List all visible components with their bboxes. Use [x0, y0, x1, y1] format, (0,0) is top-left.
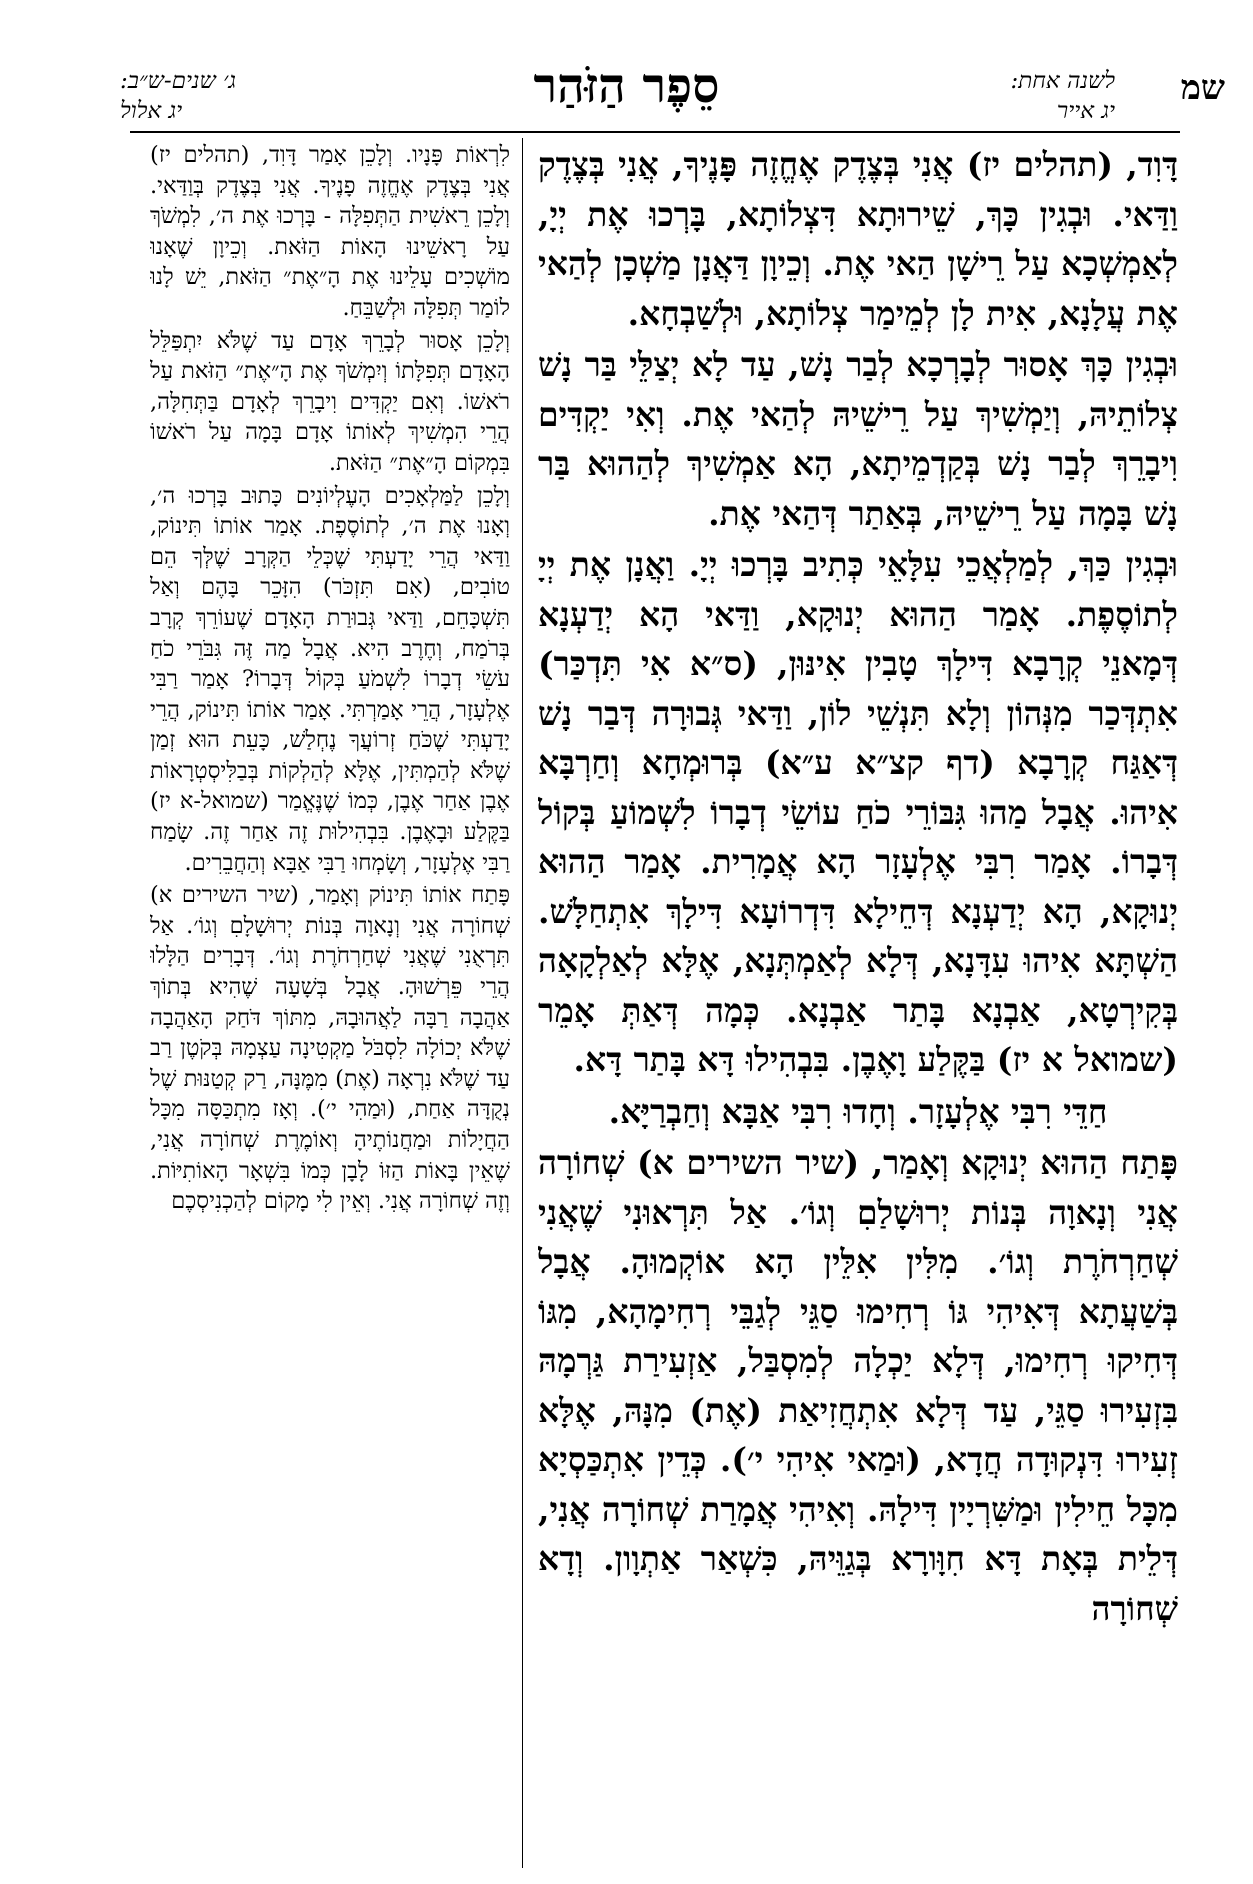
main-paragraph-2: וּבְגִין כָּךְ אָסוּר לְבָרְכָא לְבַר נָשׁ, עַד לָא יְצַלֵּי בַּר נָשׁ צְלוֹתֵיהּ, וְיַמְשִׁיךְ עַל רֵישֵׁיהּ לְהַאי אֶת. וְאִי יַקְדִּים וִיבָרֵךְ לְבַר נָשׁ בְּקַדְמֵיתָא, הָא אַמְשִׁיךְ לְהַהוּא בַּר נָשׁ בָּמָה עַל רֵישֵׁיהּ, בְּאַתַר דְּהַאי אֶת. — [538, 345, 1178, 533]
page-title: סֵפֶר הַזֹּהַר — [533, 58, 720, 114]
three-year-schedule — [120, 66, 300, 126]
side-paragraph-4: פָּתַח אוֹתוֹ תִּינוֹק וְאָמַר, (שיר השירים א) שְׁחוֹרָה אֲנִי וְנָאוָה בְּנוֹת יְרוּשָׁלָםִ וְגוֹ׳. אַל תִּרְאֻנִי שֶׁאֲנִי שְׁחַרְחֹרֶת וְגוֹ׳. דְּבָרִים הַלָּלוּ הֲרֵי פֵּרְשׁוּהָ. אֲבָל בְּשָׁעָה שֶׁהִיא בְּתוֹךְ אַהֲבָה רַבָּה לַאֲהוּבָהּ, מִתּוֹךְ דֹּחַק הָאַהֲבָה שֶׁלֹּא יְכוֹלָה לִסְבֹּל מַקְטִינָה עַצְמָהּ בְּקֹטֶן רַב עַד שֶׁלֹּא נִרְאָה (אֶת) מִמֶּנָּה, רַק קְטַנּוּת שֶׁל נְקֻדָּה אַחַת, (וּמַהִי י׳). וְאָז מִתְכַּסָּה מִכָּל הַחֲיָלוֹת וּמַחֲנוֹתֶיהָ וְאוֹמֶרֶת שְׁחוֹרָה אֲנִי, שֶׁאֵין בָּאוֹת הַזּוֹ לָבָן כְּמוֹ בִּשְׁאָר הָאוֹתִיּוֹת. וְזֶה שְׁחוֹרָה אֲנִי. וְאֵין לִי מָקוֹם לְהַכְנִיסְכֶם — [150, 882, 510, 1215]
main-paragraph-1: דָּוִד, (תהלים יז) אֲנִי בְּצֶדֶק אֶחֱזֶה פָּנֶיךָ, אֲנִי בְּצֶדֶק וַדַּאי. וּבְגִין כָּךְ, שֵׁירוּתָא דִּצְלוֹתָא, בָּרְכוּ אֶת יְיָ, לְאַמְשְׁכָא עַל רֵישָׁן הַאי אֶת. וְכֵיוָן דַּאֲנָן מַשְׁכָן לְהַאי אֶת עֲלָנָא, אִית לָן לְמֵימַר צְלוֹתָא, וּלְשַׁבְחָא. — [538, 145, 1178, 333]
three-year-date: יג אלול — [120, 98, 183, 124]
one-year-date: יג אייר — [1056, 98, 1115, 124]
main-paragraph-4: חַדֵּי רִבִּי אֶלְעָזָר. וְחָדוּ רִבִּי אַבָּא וְחַבְרַיָּא. — [608, 1091, 1108, 1131]
main-paragraph-5: פָּתַח הַהוּא יְנוּקָא וְאָמַר, (שיר השירים א) שְׁחוֹרָה אֲנִי וְנָאוָה בְּנוֹת יְרוּשָׁלַםִ וְגוֹ׳. אַל תִּרְאוּנִי שֶׁאֲנִי שְׁחַרְחֹרֶת וְגוֹ׳. מִלִּין אִלֵּין הָא אוֹקְמוּהָ. אֲבָל בְּשַׁעֲתָא דְּאִיהִי גּוֹ רְחִימוּ סַגֵּי לְגַבֵּי רְחִימָהָא, מִגּוֹ דְּחִיקוּ רְחִימוּ, דְּלָא יַכְלָה לְמִסְבַּל, אַזְעִירַת גַּרְמָהּ בִּזְעִירוּ סַגֵּי, עַד דְּלָא אִתְחֲזִיאַת (אֶת) מִנָּהּ, אֶלָּא זְעִירוּ דִּנְקוּדָה חֲדָא, (וּמַאי אִיהִי י׳). כְּדֵין אִתְכַּסְיָא מִכָּל חֵילִין וּמַשִּׁרְיָין דִּילָהּ. וְאִיהִי אֲמָרַת שְׁחוֹרָה אֲנִי, דְּלֵית בְּאָת דָּא חִוָּורָא בְּגַוֵּיהּ, כִּשְׁאַר אַתְוָון. וְדָא שְׁחוֹרָה — [538, 1143, 1178, 1628]
aramaic-main-text — [538, 140, 1178, 1870]
header-divider — [130, 131, 1180, 133]
one-year-label: לשנה אחת: — [1010, 68, 1115, 94]
three-year-label: ג׳ שנים-ש״ב: — [120, 68, 236, 94]
side-paragraph-3: וְלָכֵן לַמַּלְאָכִים הָעֶלְיוֹנִים כָּתוּב בָּרְכוּ ה׳, וְאָנוּ אֶת ה׳, לְתוֹסֶפֶת. אָמַר אוֹתוֹ תִּינוֹק, וַדַּאי הֲרֵי יָדַעְתִּי שֶׁכְּלֵי הַקְּרָב שֶׁלְּךָ הֵם טוֹבִים, (אִם תִּזְכֹּר) הִזָּכֵר בָּהֶם וְאַל תִּשְׁכָּחֵם, וַדַּאי גְּבוּרַת הָאָדָם שֶׁעוֹרֵךְ קְרָב בְּרֹמַח, וְחֶרֶב הִיא. אֲבָל מַה זֶּה גִּבֹּרֵי כֹחַ עֹשֵׂי דְבָרוֹ לִשְׁמֹעַ בְּקוֹל דְּבָרוֹ? אָמַר רַבִּי אֶלְעָזָר, הֲרֵי אָמַרְתִּי. אָמַר אוֹתוֹ תִּינוֹק, הֲרֵי יָדַעְתִּי שֶׁכֹּחַ זְרוֹעֲךָ נֶחְלַשׁ, כָּעֵת הוּא זְמַן שֶׁלֹּא לְהַמְתִּין, אֶלָּא לְהַלְקוֹת בְּבַלִּיסְטְרָאוֹת אֶבֶן אַחַר אֶבֶן, כְּמוֹ שֶׁנֶּאֱמַר (שמואל-א יז) בַּקֶּלַע וּבָאֶבֶן. בִּבְהִילוּת זֶה אַחַר זֶה. שָׂמַח רַבִּי אֶלְעָזָר, וְשָׂמְחוּ רַבִּי אַבָּא וְהַחֲבֵרִים. — [150, 482, 510, 876]
side-paragraph-2: וְלָכֵן אָסוּר לְבָרֵךְ אָדָם עַד שֶׁלֹּא יִתְפַּלֵּל הָאָדָם תְּפִלָּתוֹ וְיִמְשֹׁךְ אֶת הָ״אֶת״ הַזֹּאת עַל רֹאשׁוֹ. וְאִם יַקְדִּים וִיבָרֵךְ לְאָדָם בַּתְּחִלָּה, הֲרֵי הִמְשִׁיךְ לְאוֹתוֹ אָדָם בָּמָה עַל רֹאשׁוֹ בִּמְקוֹם הָ״אֶת״ הַזֹּאת. — [150, 327, 510, 476]
hebrew-translation-text — [150, 140, 510, 1870]
portion-name: שמ — [1180, 68, 1225, 108]
column-divider — [522, 138, 523, 1868]
main-paragraph-3: וּבְגִין כַּךְ, לְמַלְאֲכֵי עִלָּאֵי כְּתִיב בָּרְכוּ יְיָ. וַאֲנָן אֶת יְיָ לְתוֹסֶפֶת. אָמַר הַהוּא יְנוּקָא, וַדַּאי הָא יְדַעְנָא דְּמָאנֵי קְרָבָא דִּילָךְ טָבִין אִינּוּן, (ס״א אִי תִּדְכַּר) אִתְדְּכַר מִנְּהוֹן וְלָא תִּנְשֵׁי לוֹן, וַדַּאי גְּבוּרָה דְּבַר נָשׁ דְּאַגַּח קְרָבָא (דף קצ״א ע״א) בְּרוּמְחָא וְחַרְבָּא אִיהוּ. אֲבָל מַהוּ גִּבּוֹרֵי כֹחַ עוֹשֵׂי דְבָרוֹ לִשְׁמוֹעַ בְּקוֹל דְּבָרוֹ. אָמַר רִבִּי אֶלְעָזָר הָא אֲמָרִית. אָמַר הַהוּא יְנוּקָא, הָא יְדַעְנָא דְּחֵילָא דִּדְרוֹעָא דִּילָךְ אִתְחַלָּשׁ. הַשְׁתָּא אִיהוּ עִדָּנָא, דְּלָא לְאַמְתְּנָא, אֶלָּא לְאַלְקָאָה בְּקִירְטָא, אַבְנָא בָּתַר אַבְנָא. כְּמָה דְּאַתְּ אָמֵר (שמואל א יז) בַּקֶּלַע וָאֶבֶן. בִּבְהִילוּ דָּא בָּתַר דָּא. — [538, 545, 1178, 1079]
side-paragraph-1: לִרְאוֹת פָּנָיו. וְלָכֵן אָמַר דָּוִד, (תהלים יז) אֲנִי בְּצֶדֶק אֶחֱזֶה פָנֶיךָ. אֲנִי בְּצֶדֶק בְּוַדַּאי. וְלָכֵן רֵאשִׁית הַתְּפִלָּה - בָּרְכוּ אֶת ה׳, לִמְשֹׁךְ עַל רָאשֵׁינוּ הָאוֹת הַזֹּאת. וְכֵיוָן שֶׁאָנוּ מוֹשְׁכִים עָלֵינוּ אֶת הָ״אֶת״ הַזֹּאת, יֵשׁ לָנוּ לוֹמַר תְּפִלָּה וּלְשַׁבֵּחַ. — [150, 142, 510, 321]
